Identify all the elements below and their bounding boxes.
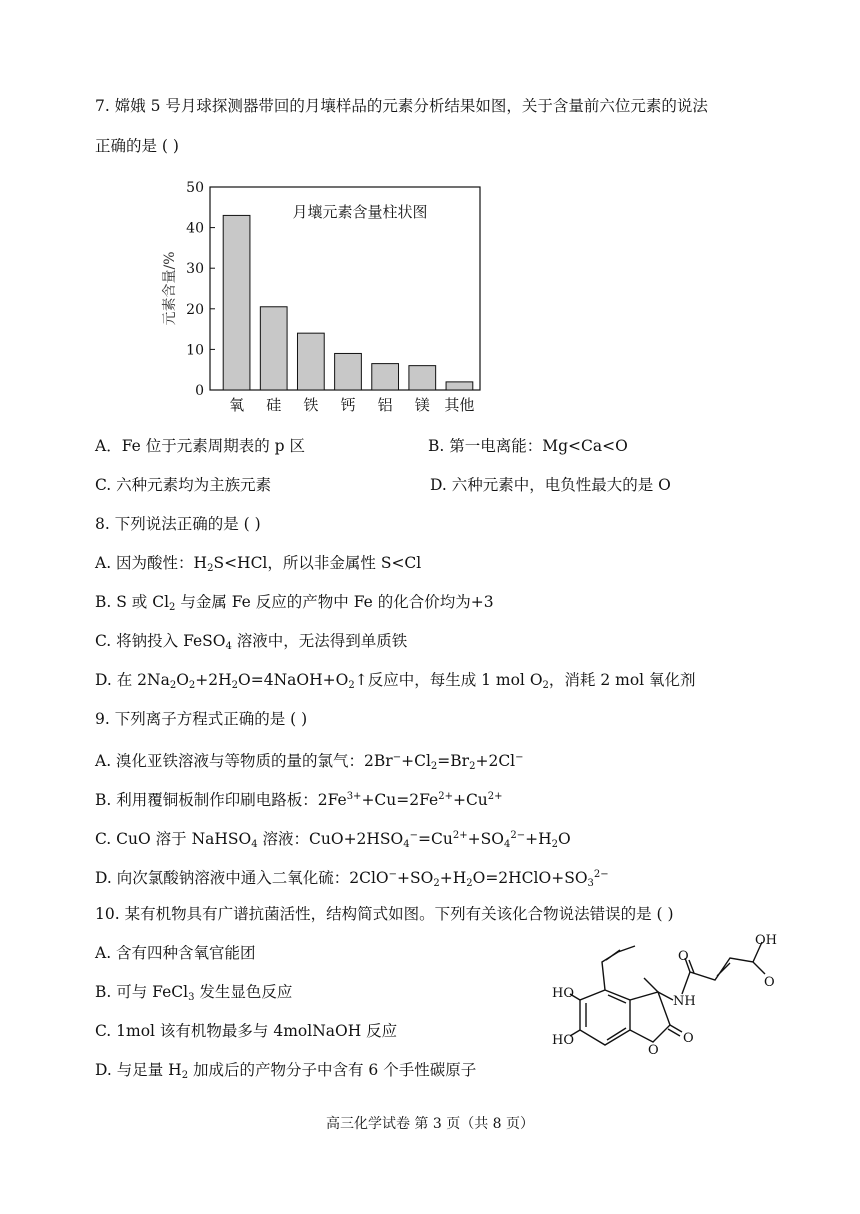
organic-structure-diagram <box>540 930 810 1070</box>
q7-stem-line1: 7. 嫦娥 5 号月球探测器带回的月壤样品的元素分析结果如图，关于含量前六位元素的说法 <box>95 97 708 115</box>
y-tick-label-10: 10 <box>186 342 204 359</box>
q10-option-a: A. 含有四种含氧官能团 <box>95 944 256 962</box>
q9-option-c: C. CuO 溶于 NaHSO$_4$ 溶液：$CuO+2HSO_4^-=Cu^{2+}+SO_4^{2-}+H_2O$ <box>95 830 571 850</box>
bar-3 <box>297 333 324 390</box>
q10-stem: 10. 某有机物具有广谱抗菌活性，结构简式如图。下列有关该化合物说法错误的是 ( ) <box>95 905 674 923</box>
q10-option-b: B. 可与 FeCl$_3$ 发生显色反应 <box>95 983 293 1003</box>
lactone-ring <box>630 992 670 1042</box>
y-tick-label-50: 50 <box>186 180 204 196</box>
q8-option-c: C. 将钠投入 FeSO$_4$ 溶液中，无法得到单质铁 <box>95 632 408 652</box>
q9-option-d: D. 向次氯酸钠溶液中通入二氧化硫：$2ClO^-+SO_2+H_2O=2HClO+SO_3^{2-}$ <box>95 869 609 889</box>
q8-option-a: A. 因为酸性：$H_2S<HCl$，所以非金属性 S<Cl <box>95 554 422 574</box>
x-tick-label-6: 镁 <box>414 396 430 414</box>
oh-label: OH <box>755 933 777 948</box>
q10-option-d: D. 与足量 $H_2$ 加成后的产物分子中含有 6 个手性碳原子 <box>95 1061 477 1081</box>
y-axis-label: 元素含量/% <box>162 251 178 326</box>
q9-option-b: B. 利用覆铜板制作印刷电路板：$2Fe^{3+}+Cu=2Fe^{2+}+Cu^{2+}$ <box>95 791 503 809</box>
chart-bars <box>223 215 473 390</box>
q7-option-d: D. 六种元素中，电负性最大的是 O <box>430 476 671 494</box>
q8-option-b: B. S 或 $Cl_2$ 与金属 Fe 反应的产物中 Fe 的化合价均为+3 <box>95 593 494 613</box>
q9-option-a: A. 溴化亚铁溶液与等物质的量的氯气：$2Br^-+Cl_2=Br_2+2Cl^-$ <box>95 752 524 772</box>
q10-option-c: C. 1mol 该有机物最多与 4molNaOH 反应 <box>95 1022 398 1040</box>
ho2-label: HO <box>552 1033 574 1048</box>
nh-label: NH <box>673 994 696 1009</box>
moon-soil-bar-chart <box>150 172 490 417</box>
q7-stem-line2: 正确的是 ( ) <box>95 137 179 155</box>
bar-7 <box>446 382 473 390</box>
q7-option-c: C. 六种元素均为主族元素 <box>95 476 272 494</box>
y-tick-label-20: 20 <box>186 301 204 318</box>
page-footer: 高三化学试卷 第 3 页（共 8 页） <box>325 1116 535 1132</box>
x-tick-label-2: 硅 <box>266 396 282 414</box>
y-tick-label-30: 30 <box>186 261 204 278</box>
benzene-ring <box>580 990 630 1045</box>
amide-chain <box>682 942 765 994</box>
chart-title: 月壤元素含量柱状图 <box>292 203 428 221</box>
q9-stem: 9. 下列离子方程式正确的是 ( ) <box>95 710 308 728</box>
x-tick-label-5: 铝 <box>377 396 393 414</box>
amide-o-label: O <box>678 949 689 964</box>
x-tick-label-1: 氧 <box>229 396 245 414</box>
bar-6 <box>409 366 436 390</box>
y-tick-label-0: 0 <box>195 383 204 399</box>
lactone-o-label: O <box>683 1031 694 1046</box>
x-tick-label-7: 其他 <box>444 396 475 414</box>
y-tick-label-40: 40 <box>186 220 204 237</box>
propenyl-chain <box>602 946 635 990</box>
x-tick-label-4: 钙 <box>340 396 356 414</box>
x-tick-label-3: 铁 <box>303 396 319 414</box>
q7-option-b: B. 第一电离能：Mg<Ca<O <box>428 437 628 455</box>
q8-stem: 8. 下列说法正确的是 ( ) <box>95 515 261 533</box>
acid-o-label: O <box>764 975 775 990</box>
bar-1 <box>223 215 250 390</box>
bar-4 <box>335 353 362 390</box>
bar-5 <box>372 364 399 390</box>
ring-o-label: O <box>648 1043 659 1058</box>
ho1-label: HO <box>552 986 574 1001</box>
bar-2 <box>260 307 287 390</box>
q7-option-a: A．Fe 位于元素周期表的 p 区 <box>95 437 305 455</box>
q8-option-d: D. 在 $2Na_2O_2+2H_2O=4NaOH+O_2↑$反应中，每生成 1 mol $O_2$，消耗 2 mol 氧化剂 <box>95 671 696 691</box>
